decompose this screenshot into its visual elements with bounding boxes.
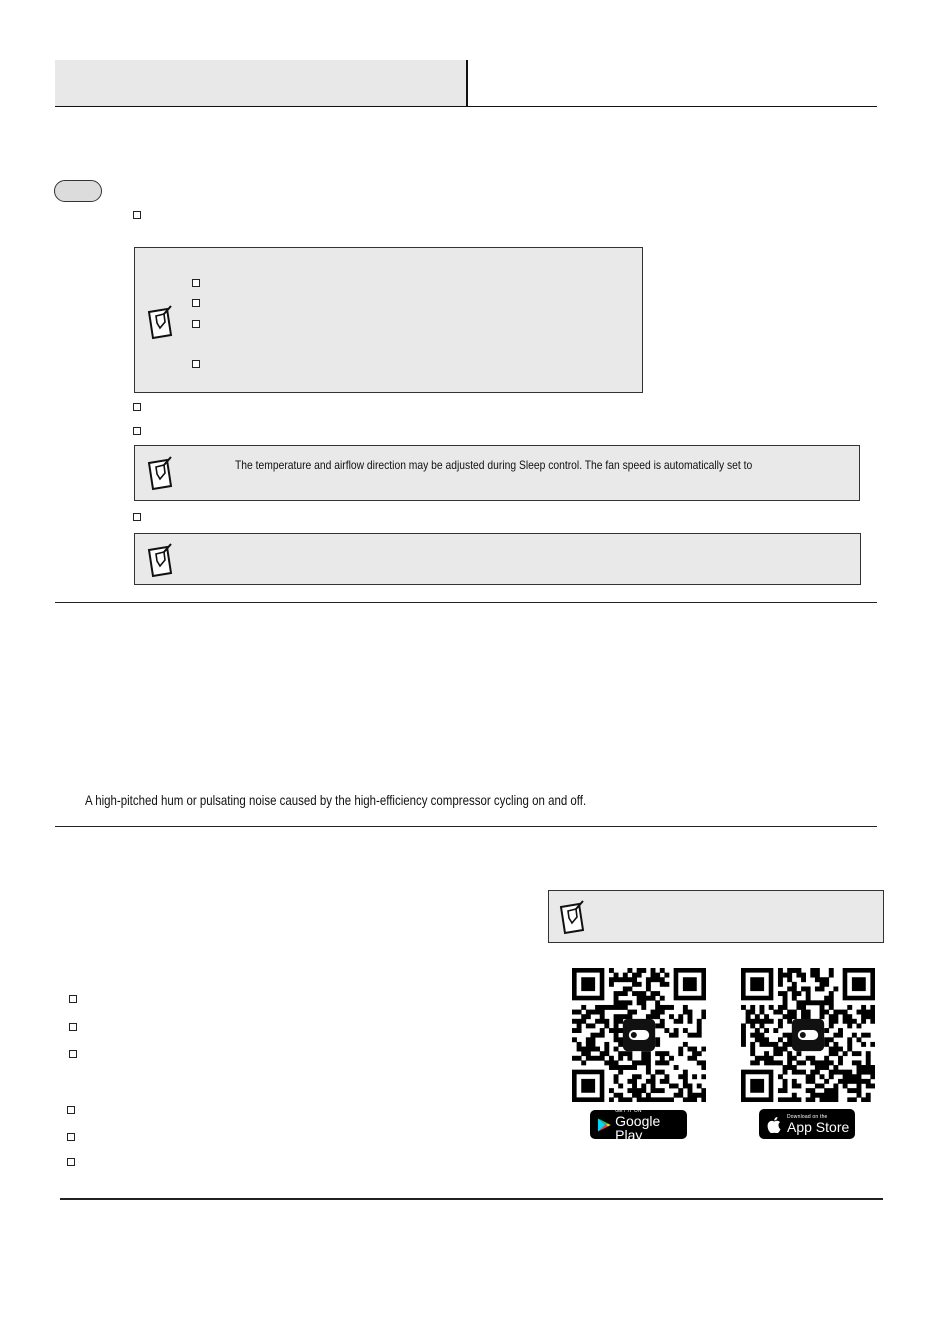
note-bullet-4: [192, 360, 200, 368]
bullet-checkbox: [67, 1133, 75, 1141]
bullet-checkbox: [133, 427, 141, 435]
compressor-noise-text: A high-pitched hum or pulsating noise caused by the high-efficiency compressor cycling on and off.: [85, 792, 587, 808]
note-pencil-icon: [557, 899, 589, 935]
bullet-checkbox: [133, 513, 141, 521]
sleep-note-text: The temperature and airflow direction may be adjusted during Sleep control. The fan speed is automatically set to: [235, 458, 753, 472]
section-rule: [55, 826, 877, 827]
google-play-icon: [597, 1117, 611, 1133]
apple-badge-big-text: App Store: [787, 1119, 850, 1135]
note-bullet-1: [192, 279, 200, 287]
section-rule: [55, 602, 877, 603]
header-divider: [466, 60, 468, 107]
google-badge-small-text: GET IT ON: [615, 1107, 642, 1114]
header-title-bar: [55, 60, 467, 106]
bullet-checkbox: [133, 403, 141, 411]
apple-badge-small-text: Download on the: [787, 1114, 828, 1120]
google-badge-big-text: Google Play: [615, 1112, 661, 1143]
section-pill-label: [54, 180, 102, 202]
note-pencil-icon: [145, 304, 177, 340]
qr-code-google-play[interactable]: [572, 968, 706, 1102]
note-pencil-icon: [145, 455, 177, 491]
footer-rule: [60, 1198, 883, 1200]
note-box-sleep: [134, 445, 860, 501]
bullet-checkbox: [69, 1050, 77, 1058]
note-box-app: [548, 890, 884, 943]
note-pencil-icon: [145, 542, 177, 578]
note-box-features: [134, 247, 643, 393]
note-box-3: [134, 533, 861, 585]
bullet-checkbox: [67, 1106, 75, 1114]
bullet-checkbox: [133, 211, 141, 219]
bullet-checkbox: [67, 1158, 75, 1166]
apple-logo-icon: [767, 1116, 781, 1133]
note-bullet-2: [192, 299, 200, 307]
bullet-checkbox: [69, 995, 77, 1003]
google-play-badge[interactable]: [590, 1107, 687, 1143]
header-rule: [55, 106, 877, 107]
note-bullet-3: [192, 320, 200, 328]
app-store-badge[interactable]: [759, 1109, 855, 1139]
bullet-checkbox: [69, 1023, 77, 1031]
qr-code-app-store[interactable]: [741, 968, 875, 1102]
